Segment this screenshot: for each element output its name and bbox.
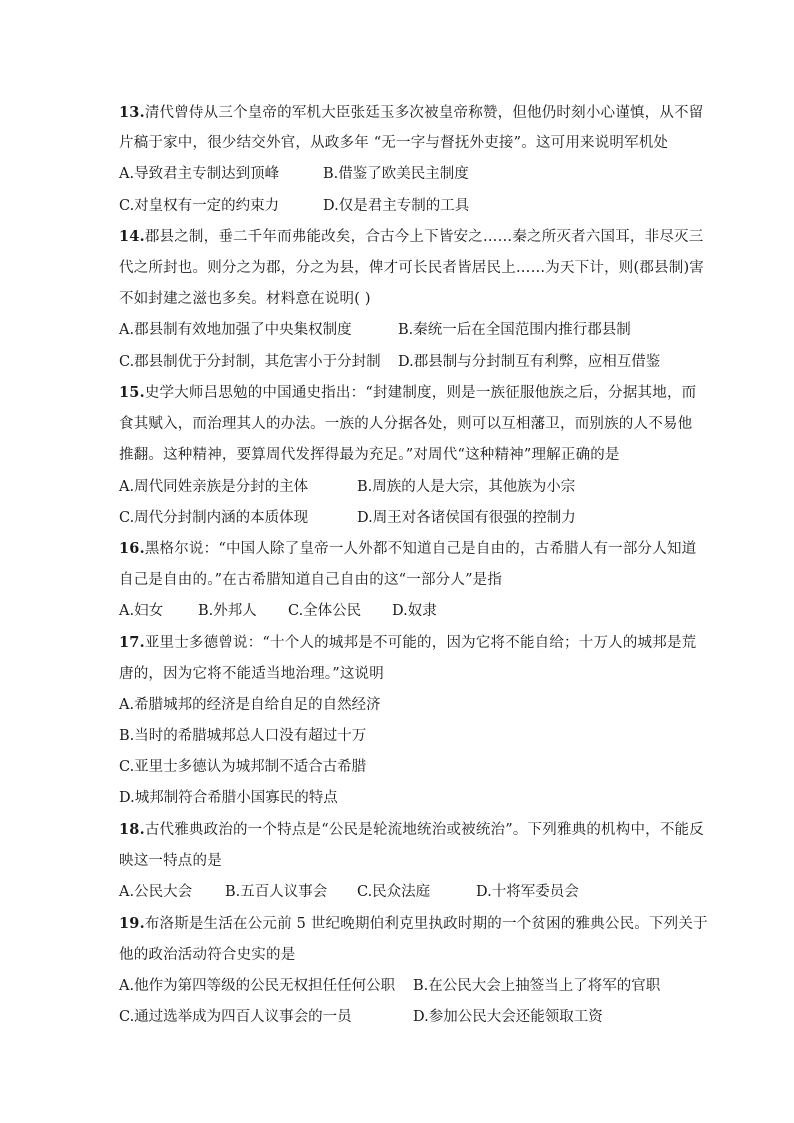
option-d[interactable]: D.十将军委员会 [476,884,579,900]
option-c[interactable]: C.郡县制优于分封制，其危害小于分封制 [119,354,381,370]
option-d[interactable]: D.仅是君主专制的工具 [323,198,470,214]
question-number: 17. [119,634,145,651]
question-number: 15. [119,384,145,401]
question-14-line-2: 代之所封也。则分之为郡，分之为县，俾才可长民者皆居民上……为天下计，则(郡县制)害 [119,260,705,276]
option-a[interactable]: A.妇女 [119,603,164,619]
question-14-line-3: 不如封建之滋也多矣。材料意在说明( ) [119,291,371,307]
option-d[interactable]: D.奴隶 [392,603,437,619]
question-19-line-2: 他的政治活动符合史实的是 [119,947,296,963]
question-number: 18. [119,821,145,838]
option-a[interactable]: A.他作为第四等级的公民无权担任任何公职 [119,978,396,994]
option-d[interactable]: D.城邦制符合希腊小国寡民的特点 [119,790,338,806]
option-c[interactable]: C.亚里士多德认为城邦制不适合古希腊 [119,759,367,775]
option-d[interactable]: D.郡县制与分封制互有利弊，应相互借鉴 [398,354,661,370]
question-text: 郡县之制，垂二千年而弗能改矣，合古今上下皆安之……秦之所灭者六国耳，非尽灭三 [144,229,704,245]
question-18-line-1 [119,820,704,840]
option-b[interactable]: B.外邦人 [198,603,257,619]
option-c[interactable]: C.民众法庭 [357,884,431,900]
question-13-line-1 [119,103,703,123]
option-c[interactable]: C.全体公民 [288,603,362,619]
question-19-line-1 [119,914,708,934]
question-number: 19. [119,915,145,932]
question-text: 布洛斯是生活在公元前 5 世纪晚期伯利克里执政时期的一个贫困的雅典公民。下列关于 [144,916,708,932]
option-d[interactable]: D.周王对各诸侯国有很强的控制力 [357,510,576,526]
question-number: 16. [119,540,145,557]
option-b[interactable]: B.秦统一后在全国范围内推行郡县制 [398,322,631,338]
question-number: 14. [119,228,145,245]
option-a[interactable]: A.周代同姓亲族是分封的主体 [119,479,309,495]
option-b[interactable]: B.当时的希腊城邦总人口没有超过十万 [119,728,367,744]
question-14-line-1 [119,227,703,247]
question-16-line-2: 自己是自由的。”在古希腊知道自己自由的这“一部分人”是指 [119,572,503,588]
question-text: 史学大师吕思勉的中国通史指出：“封建制度，则是一族征服他族之后，分据其地，而 [144,385,697,401]
question-17-line-2: 唐的，因为它将不能适当地治理。”这说明 [119,666,384,682]
option-a[interactable]: A.郡县制有效地加强了中央集权制度 [119,322,352,338]
option-d[interactable]: D.参加公民大会还能领取工资 [413,1009,603,1025]
option-a[interactable]: A.公民大会 [119,884,193,900]
question-text: 亚里士多德曾说：“十个人的城邦是不可能的，因为它将不能自给；十万人的城邦是荒 [144,635,697,651]
option-b[interactable]: B.周族的人是大宗，其他族为小宗 [357,479,576,495]
question-15-line-3: 推翻。这种精神，要算周代发挥得最为充足。”对周代“这种精神”理解正确的是 [119,447,620,463]
option-b[interactable]: B.借鉴了欧美民主制度 [323,166,469,182]
question-15-line-1 [119,383,696,403]
option-a[interactable]: A.导致君主专制达到顶峰 [119,166,280,182]
option-b[interactable]: B.五百人议事会 [225,884,328,900]
question-number: 13. [119,104,145,121]
option-b[interactable]: B.在公民大会上抽签当上了将军的官职 [413,978,661,994]
question-text: 清代曾侍从三个皇帝的军机大臣张廷玉多次被皇帝称赞，但他仍时刻小心谨慎，从不留 [144,105,704,121]
question-text: 古代雅典政治的一个特点是“公民是轮流地统治或被统治”。下列雅典的机构中，不能反 [144,822,704,838]
option-a[interactable]: A.希腊城邦的经济是自给自足的自然经济 [119,697,381,713]
question-text: 黑格尔说：“中国人除了皇帝一人外都不知道自己是自由的，古希腊人有一部分人知道 [144,541,697,557]
question-15-line-2: 食其赋入，而治理其人的办法。一族的人分据各处，则可以互相藩卫，而别族的人不易他 [119,416,693,432]
question-13-line-2: 片稿于家中，很少结交外官，从政多年 “无一字与督抚外吏接”。这可用来说明军机处 [119,135,669,151]
option-c[interactable]: C.对皇权有一定的约束力 [119,198,280,214]
question-16-line-1 [119,539,696,559]
question-18-line-2: 映这一特点的是 [119,853,222,869]
option-c[interactable]: C.周代分封制内涵的本质体现 [119,510,309,526]
question-17-line-1 [119,633,696,653]
option-c[interactable]: C.通过选举成为四百人议事会的一员 [119,1009,352,1025]
